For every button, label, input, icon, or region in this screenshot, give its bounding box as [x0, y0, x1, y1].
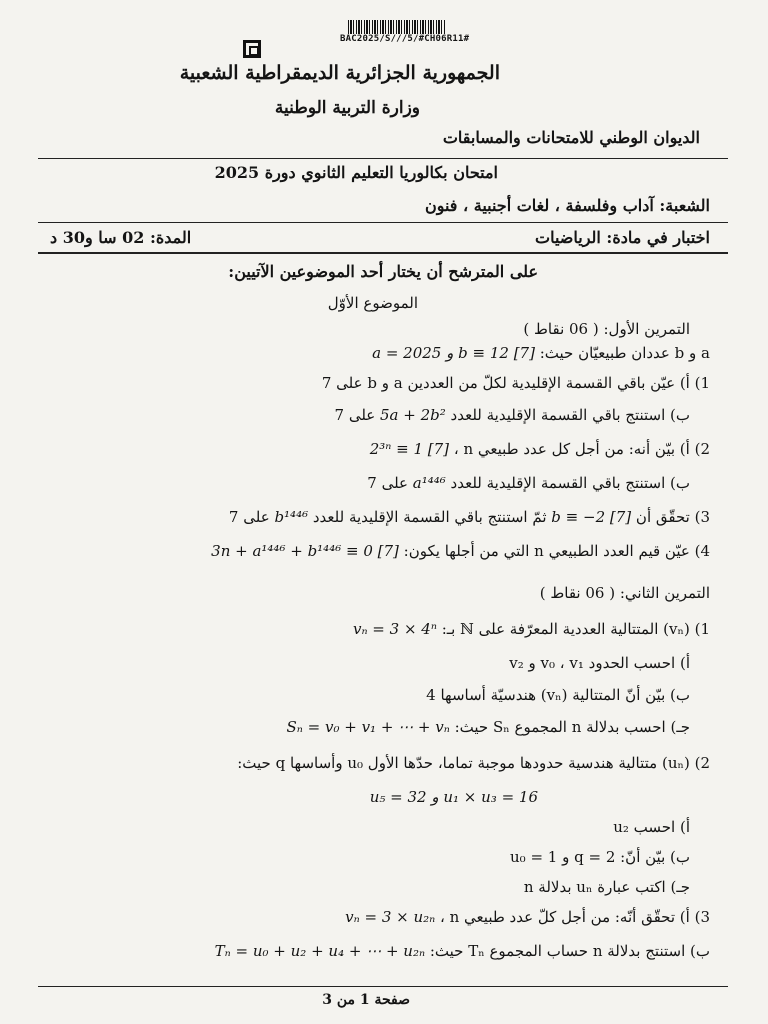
- exercise2-q2c: جـ) اكتب عبارة uₙ بدلالة n: [523, 878, 690, 896]
- exercise2-q1b: ب) بيّن أنّ المتتالية (vₙ) هندسيّة أساسها 4: [426, 686, 690, 704]
- qr-code-icon: [243, 40, 261, 58]
- exam-stream: الشعبة: آداب وفلسفة ، لغات أجنبية ، فنون: [424, 196, 710, 215]
- exercise2-q3a: 3) أ) تحقّق أنّه: من أجل كلّ عدد طبيعي n ، vₙ = 3 × u₂ₙ: [345, 908, 710, 926]
- republic-header: الجمهورية الجزائرية الديمقراطية الشعبية: [179, 62, 500, 84]
- exam-title: امتحان بكالوريا التعليم الثانوي دورة 2025: [214, 163, 498, 182]
- subject-rule: [38, 252, 728, 254]
- ministry-header: وزارة التربية الوطنية: [274, 98, 420, 118]
- exercise1-q2a: 2) أ) بيّن أنه: من أجل كل عدد طبيعي n ، 2³ⁿ ≡ 1 [7]: [369, 440, 710, 458]
- topic-title: الموضوع الأوّل: [327, 294, 418, 312]
- instructions: على المترشح أن يختار أحد الموضوعين الآتيين:: [228, 262, 538, 281]
- exercise1-q1a: 1) أ) عيّن باقي القسمة الإقليدية لكلّ من العددين a و b على 7: [321, 374, 710, 392]
- exercise1-q4: 4) عيّن قيم العدد الطبيعي n التي من أجلها يكون: 3n + a¹⁴⁴⁶ + b¹⁴⁴⁶ ≡ 0 [7]: [211, 542, 710, 560]
- exercise1-title: التمرين الأول: ( 06 نقاط ): [523, 320, 690, 338]
- header-rule: [38, 158, 728, 159]
- exercise2-q2: 2) (uₙ) متتالية هندسية حدودها موجبة تماما، حدّها الأول u₀ وأساسها q حيث:: [237, 754, 710, 772]
- exercise1-q1b: ب) استنتج باقي القسمة الإقليدية للعدد 5a + 2b² على 7: [334, 406, 690, 424]
- barcode-text: BAC2025/S///5/#CH06R11#: [340, 34, 470, 44]
- exercise2-q2a: أ) احسب u₂: [613, 818, 690, 836]
- exercise2-q2b: ب) بيّن أنّ: q = 2 و u₀ = 1: [510, 848, 690, 866]
- exercise1-q2b: ب) استنتج باقي القسمة الإقليدية للعدد a¹⁴⁴⁶ على 7: [367, 474, 690, 492]
- exercise1-q3: 3) تحقّق أن b ≡ −2 [7] ثمّ استنتج باقي القسمة الإقليدية للعدد b¹⁴⁴⁶ على 7: [228, 508, 710, 526]
- exercise2-q1a: أ) احسب الحدود v₀ ، v₁ و v₂: [509, 654, 690, 672]
- exercise2-q1c: جـ) احسب بدلالة n المجموع Sₙ حيث: Sₙ = v₀ + v₁ + ⋯ + vₙ: [286, 718, 690, 736]
- exercise2-q2-conditions: u₅ = 32 و u₁ × u₃ = 16: [369, 788, 538, 806]
- stream-rule: [38, 222, 728, 223]
- page-number: صفحة 1 من 3: [322, 992, 410, 1008]
- exercise2-title: التمرين الثاني: ( 06 نقاط ): [539, 584, 710, 602]
- exercise2-q1: 1) (vₙ) المتتالية العددية المعرّفة على ℕ بـ: vₙ = 3 × 4ⁿ: [352, 620, 710, 638]
- footer-rule: [38, 986, 728, 987]
- exam-duration: المدة: 02 سا و30 د: [50, 228, 192, 247]
- exercise1-intro: a و b عددان طبيعيّان حيث: a = 2025 و b ≡ 12 [7]: [372, 344, 710, 362]
- barcode: [348, 20, 446, 34]
- office-header: الديوان الوطني للامتحانات والمسابقات: [442, 128, 700, 147]
- exercise2-q3b: ب) استنتج بدلالة n حساب المجموع Tₙ حيث: Tₙ = u₀ + u₂ + u₄ + ⋯ + u₂ₙ: [214, 942, 710, 960]
- exam-subject: اختبار في مادة: الرياضيات: [535, 228, 710, 247]
